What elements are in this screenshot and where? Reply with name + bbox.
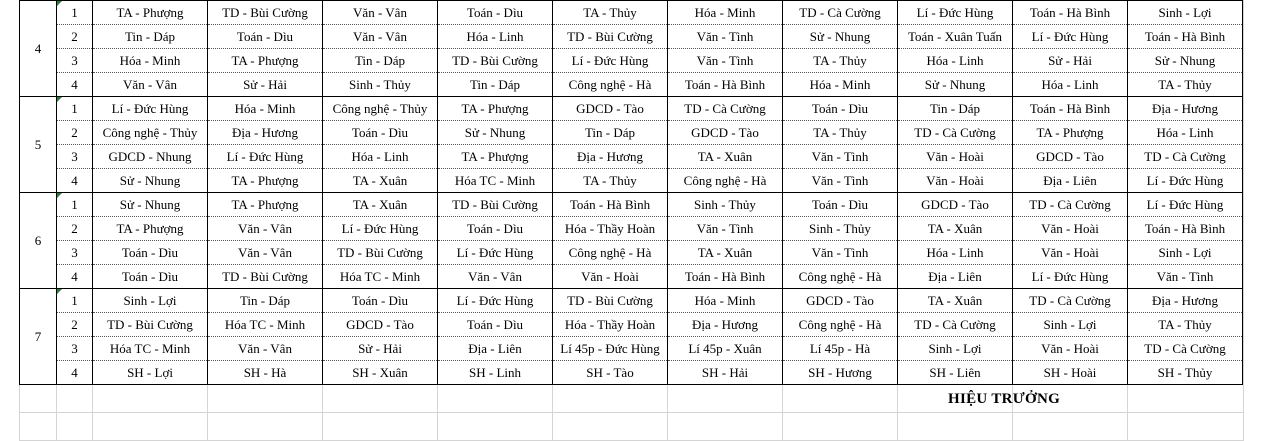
subject-teacher-cell[interactable]: TA - Phượng — [93, 217, 208, 241]
subject-teacher-cell[interactable]: Sử - Nhung — [1128, 49, 1243, 73]
gridline — [1127, 385, 1128, 441]
subject-teacher-cell[interactable]: TA - Thủy — [1128, 73, 1243, 97]
subject-teacher-cell[interactable]: TD - Cà Cường — [1128, 337, 1243, 361]
subject-teacher-cell[interactable]: Hóa TC - Minh — [93, 337, 208, 361]
subject-teacher-cell[interactable]: Văn - Tình — [1128, 265, 1243, 289]
period-number: 1 — [71, 293, 78, 308]
subject-teacher-cell[interactable]: TA - Thủy — [553, 169, 668, 193]
subject-teacher-cell[interactable]: TD - Bùi Cường — [208, 1, 323, 25]
subject-teacher-cell[interactable]: TA - Thủy — [783, 49, 898, 73]
subject-teacher-cell[interactable]: TA - Phượng — [1013, 121, 1128, 145]
subject-teacher-cell[interactable]: Văn - Vân — [93, 73, 208, 97]
period-cell[interactable] — [57, 265, 93, 289]
subject-teacher-cell[interactable]: Công nghệ - Hà — [783, 313, 898, 337]
period-number: 1 — [71, 101, 78, 116]
subject-teacher-cell[interactable]: Toán - Dìu — [438, 313, 553, 337]
subject-teacher-cell[interactable]: Toán - Dìu — [93, 241, 208, 265]
period-number: 2 — [71, 221, 78, 236]
schedule-row — [20, 217, 1243, 241]
subject-teacher-cell[interactable]: Toán - Dìu — [323, 121, 438, 145]
subject-teacher-cell[interactable]: Văn - Hoài — [1013, 337, 1128, 361]
period-cell[interactable] — [57, 49, 93, 73]
subject-teacher-cell[interactable]: TA - Xuân — [668, 145, 783, 169]
subject-teacher-cell[interactable]: Lí - Đức Hùng — [438, 289, 553, 313]
day-cell[interactable]: 5 — [20, 97, 57, 193]
subject-teacher-cell[interactable]: SH - Hoài — [1013, 361, 1128, 385]
subject-teacher-cell[interactable]: Toán - Hà Bình — [1128, 217, 1243, 241]
subject-teacher-cell[interactable]: SH - Lợi — [93, 361, 208, 385]
subject-teacher-cell[interactable]: Tin - Dáp — [323, 49, 438, 73]
subject-teacher-cell[interactable]: Văn - Vân — [208, 337, 323, 361]
subject-teacher-cell[interactable]: Hóa TC - Minh — [208, 313, 323, 337]
subject-teacher-cell[interactable]: Văn - Tình — [668, 217, 783, 241]
subject-teacher-cell[interactable]: Hóa - Minh — [93, 49, 208, 73]
subject-teacher-cell[interactable]: TD - Bùi Cường — [93, 313, 208, 337]
period-number: 4 — [71, 269, 78, 284]
subject-teacher-cell[interactable]: TD - Cà Cường — [898, 313, 1013, 337]
schedule-row — [20, 121, 1243, 145]
subject-teacher-cell[interactable]: Toán - Dìu — [93, 265, 208, 289]
period-cell[interactable] — [57, 337, 93, 361]
period-number: 2 — [71, 29, 78, 44]
period-cell[interactable] — [57, 289, 93, 313]
day-cell[interactable]: 7 — [20, 289, 57, 385]
subject-teacher-cell[interactable]: Lí 45p - Hà — [783, 337, 898, 361]
period-number: 3 — [71, 341, 78, 356]
subject-teacher-cell[interactable]: TD - Bùi Cường — [438, 193, 553, 217]
subject-teacher-cell[interactable]: Lí 45p - Xuân — [668, 337, 783, 361]
subject-teacher-cell[interactable]: SH - Liên — [898, 361, 1013, 385]
period-cell[interactable] — [57, 121, 93, 145]
subject-teacher-cell[interactable]: SH - Hà — [208, 361, 323, 385]
schedule-row — [20, 361, 1243, 385]
cell-note-marker — [57, 289, 62, 294]
subject-teacher-cell[interactable]: Sinh - Lợi — [1128, 1, 1243, 25]
subject-teacher-cell[interactable]: Toán - Dìu — [438, 217, 553, 241]
subject-teacher-cell[interactable]: Sinh - Lợi — [1128, 241, 1243, 265]
subject-teacher-cell[interactable]: TA - Xuân — [898, 289, 1013, 313]
subject-teacher-cell[interactable]: Toán - Dìu — [783, 193, 898, 217]
subject-teacher-cell[interactable]: Hóa - Minh — [208, 97, 323, 121]
gridline — [897, 385, 898, 441]
period-number: 2 — [71, 317, 78, 332]
period-cell[interactable] — [57, 1, 93, 25]
subject-teacher-cell[interactable]: Văn - Vân — [323, 25, 438, 49]
subject-teacher-cell[interactable]: Địa - Hương — [553, 145, 668, 169]
subject-teacher-cell[interactable]: Toán - Hà Bình — [1013, 1, 1128, 25]
gridline — [552, 385, 553, 441]
subject-teacher-cell[interactable]: Sinh - Thủy — [783, 217, 898, 241]
subject-teacher-cell[interactable]: TA - Phượng — [208, 49, 323, 73]
subject-teacher-cell[interactable]: Sinh - Lợi — [1013, 313, 1128, 337]
schedule-row — [20, 193, 1243, 217]
period-number: 4 — [71, 77, 78, 92]
subject-teacher-cell[interactable]: Địa - Liên — [898, 265, 1013, 289]
subject-teacher-cell[interactable]: Sử - Nhung — [898, 73, 1013, 97]
gridline — [92, 385, 93, 441]
subject-teacher-cell[interactable]: Hóa TC - Minh — [438, 169, 553, 193]
subject-teacher-cell[interactable]: Văn - Vân — [438, 265, 553, 289]
schedule-row — [20, 169, 1243, 193]
subject-teacher-cell[interactable]: Lí 45p - Đức Hùng — [553, 337, 668, 361]
schedule-row — [20, 265, 1243, 289]
gridline — [437, 385, 438, 441]
schedule-row — [20, 337, 1243, 361]
subject-teacher-cell[interactable]: Sử - Nhung — [783, 25, 898, 49]
subject-teacher-cell[interactable]: Hóa - Linh — [1128, 121, 1243, 145]
subject-teacher-cell[interactable]: TD - Cà Cường — [1013, 289, 1128, 313]
subject-teacher-cell[interactable]: Địa - Hương — [208, 121, 323, 145]
subject-teacher-cell[interactable]: Sử - Nhung — [438, 121, 553, 145]
gridline — [56, 385, 57, 441]
cell-note-marker — [57, 1, 62, 6]
schedule-row — [20, 49, 1243, 73]
subject-teacher-cell[interactable]: Văn - Vân — [208, 241, 323, 265]
period-cell[interactable] — [57, 313, 93, 337]
subject-teacher-cell[interactable]: TD - Cà Cường — [1013, 193, 1128, 217]
period-number: 4 — [71, 365, 78, 380]
subject-teacher-cell[interactable]: Lí - Đức Hùng — [898, 1, 1013, 25]
subject-teacher-cell[interactable]: Văn - Hoài — [898, 145, 1013, 169]
subject-teacher-cell[interactable]: Sử - Nhung — [93, 169, 208, 193]
subject-teacher-cell[interactable]: Toán - Dìu — [208, 25, 323, 49]
subject-teacher-cell[interactable]: Sử - Hải — [323, 337, 438, 361]
subject-teacher-cell[interactable]: Hóa - Minh — [783, 73, 898, 97]
subject-teacher-cell[interactable]: GDCD - Tào — [783, 289, 898, 313]
cell-note-marker — [57, 193, 62, 198]
subject-teacher-cell[interactable]: Văn - Tình — [783, 145, 898, 169]
subject-teacher-cell[interactable]: Lí - Đức Hùng — [1128, 169, 1243, 193]
subject-teacher-cell[interactable]: TA - Thủy — [783, 121, 898, 145]
subject-teacher-cell[interactable]: Văn - Tình — [783, 169, 898, 193]
subject-teacher-cell[interactable]: Địa - Hương — [668, 313, 783, 337]
period-cell[interactable] — [57, 145, 93, 169]
subject-teacher-cell[interactable]: Toán - Xuân Tuấn — [898, 25, 1013, 49]
subject-teacher-cell[interactable]: Lí - Đức Hùng — [438, 241, 553, 265]
subject-teacher-cell[interactable]: Sử - Nhung — [93, 193, 208, 217]
subject-teacher-cell[interactable]: Hóa - Linh — [438, 25, 553, 49]
subject-teacher-cell[interactable]: Toán - Hà Bình — [1128, 25, 1243, 49]
subject-teacher-cell[interactable]: Hóa - Linh — [898, 49, 1013, 73]
subject-teacher-cell[interactable]: TD - Bùi Cường — [553, 289, 668, 313]
subject-teacher-cell[interactable]: Hóa - Linh — [898, 241, 1013, 265]
subject-teacher-cell[interactable]: Hóa - Thầy Hoàn — [553, 217, 668, 241]
subject-teacher-cell[interactable]: Lí - Đức Hùng — [553, 49, 668, 73]
subject-teacher-cell[interactable]: Địa - Hương — [1128, 97, 1243, 121]
subject-teacher-cell[interactable]: GDCD - Tào — [323, 313, 438, 337]
subject-teacher-cell[interactable]: TD - Bùi Cường — [553, 25, 668, 49]
subject-teacher-cell[interactable]: Văn - Tình — [783, 241, 898, 265]
subject-teacher-cell[interactable]: Văn - Tình — [668, 25, 783, 49]
timetable — [19, 0, 1243, 385]
gridline — [207, 385, 208, 441]
gridline — [19, 412, 1243, 413]
gridline — [19, 385, 20, 441]
subject-teacher-cell[interactable]: Văn - Hoài — [553, 265, 668, 289]
subject-teacher-cell[interactable]: Sinh - Thủy — [323, 73, 438, 97]
subject-teacher-cell[interactable]: Lí - Đức Hùng — [1013, 25, 1128, 49]
subject-teacher-cell[interactable]: GDCD - Nhung — [93, 145, 208, 169]
subject-teacher-cell[interactable]: Địa - Liên — [438, 337, 553, 361]
period-cell[interactable] — [57, 97, 93, 121]
period-cell[interactable] — [57, 241, 93, 265]
subject-teacher-cell[interactable]: TA - Xuân — [323, 193, 438, 217]
schedule-row — [20, 73, 1243, 97]
subject-teacher-cell[interactable]: TA - Thủy — [1128, 313, 1243, 337]
subject-teacher-cell[interactable]: GDCD - Tào — [1013, 145, 1128, 169]
subject-teacher-cell[interactable]: TD - Cà Cường — [668, 97, 783, 121]
subject-teacher-cell[interactable]: Công nghệ - Thủy — [93, 121, 208, 145]
subject-teacher-cell[interactable]: Văn - Hoài — [1013, 241, 1128, 265]
subject-teacher-cell[interactable]: Văn - Tình — [668, 49, 783, 73]
period-number: 3 — [71, 53, 78, 68]
schedule-row — [20, 145, 1243, 169]
subject-teacher-cell[interactable]: Lí - Đức Hùng — [208, 145, 323, 169]
subject-teacher-cell[interactable]: TA - Phượng — [208, 193, 323, 217]
day-cell[interactable]: 6 — [20, 193, 57, 289]
subject-teacher-cell[interactable]: Toán - Hà Bình — [668, 73, 783, 97]
subject-teacher-cell[interactable]: Công nghệ - Hà — [668, 169, 783, 193]
subject-teacher-cell[interactable]: Hóa - Linh — [1013, 73, 1128, 97]
subject-teacher-cell[interactable]: Sinh - Lợi — [93, 289, 208, 313]
schedule-row — [20, 241, 1243, 265]
subject-teacher-cell[interactable]: TA - Thủy — [553, 1, 668, 25]
period-cell[interactable] — [57, 217, 93, 241]
subject-teacher-cell[interactable]: TA - Xuân — [323, 169, 438, 193]
subject-teacher-cell[interactable]: TA - Phượng — [438, 97, 553, 121]
gridline — [322, 385, 323, 441]
subject-teacher-cell[interactable]: TD - Cà Cường — [1128, 145, 1243, 169]
schedule-row — [20, 289, 1243, 313]
subject-teacher-cell[interactable]: Toán - Dìu — [783, 97, 898, 121]
schedule-row — [20, 313, 1243, 337]
subject-teacher-cell[interactable]: Công nghệ - Thủy — [323, 97, 438, 121]
subject-teacher-cell[interactable]: Tin - Dáp — [553, 121, 668, 145]
period-cell[interactable] — [57, 193, 93, 217]
subject-teacher-cell[interactable]: SH - Linh — [438, 361, 553, 385]
subject-teacher-cell[interactable]: Tin - Dáp — [93, 25, 208, 49]
subject-teacher-cell[interactable]: GDCD - Tào — [668, 121, 783, 145]
subject-teacher-cell[interactable]: Công nghệ - Hà — [783, 265, 898, 289]
subject-teacher-cell[interactable]: Lí - Đức Hùng — [93, 97, 208, 121]
cell-note-marker — [57, 97, 62, 102]
subject-teacher-cell[interactable]: TA - Phượng — [93, 1, 208, 25]
subject-teacher-cell[interactable]: Hóa - Thầy Hoàn — [553, 313, 668, 337]
period-number: 2 — [71, 125, 78, 140]
subject-teacher-cell[interactable]: TA - Phượng — [208, 169, 323, 193]
subject-teacher-cell[interactable]: Hóa - Linh — [323, 145, 438, 169]
subject-teacher-cell[interactable]: Địa - Liên — [1013, 169, 1128, 193]
subject-teacher-cell[interactable]: Công nghệ - Hà — [553, 73, 668, 97]
subject-teacher-cell[interactable]: TD - Bùi Cường — [438, 49, 553, 73]
subject-teacher-cell[interactable]: TA - Xuân — [898, 217, 1013, 241]
subject-teacher-cell[interactable]: TA - Xuân — [668, 241, 783, 265]
period-cell[interactable] — [57, 169, 93, 193]
subject-teacher-cell[interactable]: Văn - Vân — [208, 217, 323, 241]
subject-teacher-cell[interactable]: GDCD - Tào — [553, 97, 668, 121]
subject-teacher-cell[interactable]: Toán - Dìu — [323, 289, 438, 313]
subject-teacher-cell[interactable]: Địa - Hương — [1128, 289, 1243, 313]
period-number: 4 — [71, 173, 78, 188]
subject-teacher-cell[interactable]: Tin - Dáp — [208, 289, 323, 313]
subject-teacher-cell[interactable]: Tin - Dáp — [898, 97, 1013, 121]
subject-teacher-cell[interactable]: Sinh - Lợi — [898, 337, 1013, 361]
gridline — [1243, 0, 1244, 441]
period-number: 1 — [71, 197, 78, 212]
subject-teacher-cell[interactable]: Lí - Đức Hùng — [1128, 193, 1243, 217]
period-number: 3 — [71, 245, 78, 260]
subject-teacher-cell[interactable]: Toán - Hà Bình — [553, 193, 668, 217]
subject-teacher-cell[interactable]: Văn - Vân — [323, 1, 438, 25]
subject-teacher-cell[interactable]: Công nghệ - Hà — [553, 241, 668, 265]
subject-teacher-cell[interactable]: Lí - Đức Hùng — [323, 217, 438, 241]
subject-teacher-cell[interactable]: Toán - Hà Bình — [1013, 97, 1128, 121]
subject-teacher-cell[interactable]: SH - Hải — [668, 361, 783, 385]
subject-teacher-cell[interactable]: Sinh - Thủy — [668, 193, 783, 217]
subject-teacher-cell[interactable]: Tin - Dáp — [438, 73, 553, 97]
subject-teacher-cell[interactable]: Hóa - Minh — [668, 1, 783, 25]
subject-teacher-cell[interactable]: TD - Cà Cường — [783, 1, 898, 25]
period-number: 1 — [71, 5, 78, 20]
subject-teacher-cell[interactable]: GDCD - Tào — [898, 193, 1013, 217]
subject-teacher-cell[interactable]: TD - Bùi Cường — [323, 241, 438, 265]
subject-teacher-cell[interactable]: Sử - Hải — [208, 73, 323, 97]
schedule-row — [20, 25, 1243, 49]
subject-teacher-cell[interactable]: TD - Cà Cường — [898, 121, 1013, 145]
subject-teacher-cell[interactable]: Lí - Đức Hùng — [1013, 265, 1128, 289]
subject-teacher-cell[interactable]: Toán - Hà Bình — [668, 265, 783, 289]
subject-teacher-cell[interactable]: Hóa - Minh — [668, 289, 783, 313]
schedule-row — [20, 97, 1243, 121]
gridline — [782, 385, 783, 441]
subject-teacher-cell[interactable]: TD - Bùi Cường — [208, 265, 323, 289]
subject-teacher-cell[interactable]: SH - Thủy — [1128, 361, 1243, 385]
period-cell[interactable] — [57, 361, 93, 385]
period-cell[interactable] — [57, 73, 93, 97]
period-cell[interactable] — [57, 25, 93, 49]
subject-teacher-cell[interactable]: Văn - Hoài — [1013, 217, 1128, 241]
subject-teacher-cell[interactable]: Sử - Hải — [1013, 49, 1128, 73]
period-number: 3 — [71, 149, 78, 164]
subject-teacher-cell[interactable]: SH - Tào — [553, 361, 668, 385]
subject-teacher-cell[interactable]: SH - Xuân — [323, 361, 438, 385]
subject-teacher-cell[interactable]: Toán - Dìu — [438, 1, 553, 25]
subject-teacher-cell[interactable]: Văn - Hoài — [898, 169, 1013, 193]
principal-signature-label: HIỆU TRƯỞNG — [948, 391, 1061, 407]
subject-teacher-cell[interactable]: SH - Hương — [783, 361, 898, 385]
day-cell[interactable]: 4 — [20, 1, 57, 97]
subject-teacher-cell[interactable]: TA - Phượng — [438, 145, 553, 169]
schedule-row — [20, 1, 1243, 25]
gridline — [667, 385, 668, 441]
subject-teacher-cell[interactable]: Hóa TC - Minh — [323, 265, 438, 289]
